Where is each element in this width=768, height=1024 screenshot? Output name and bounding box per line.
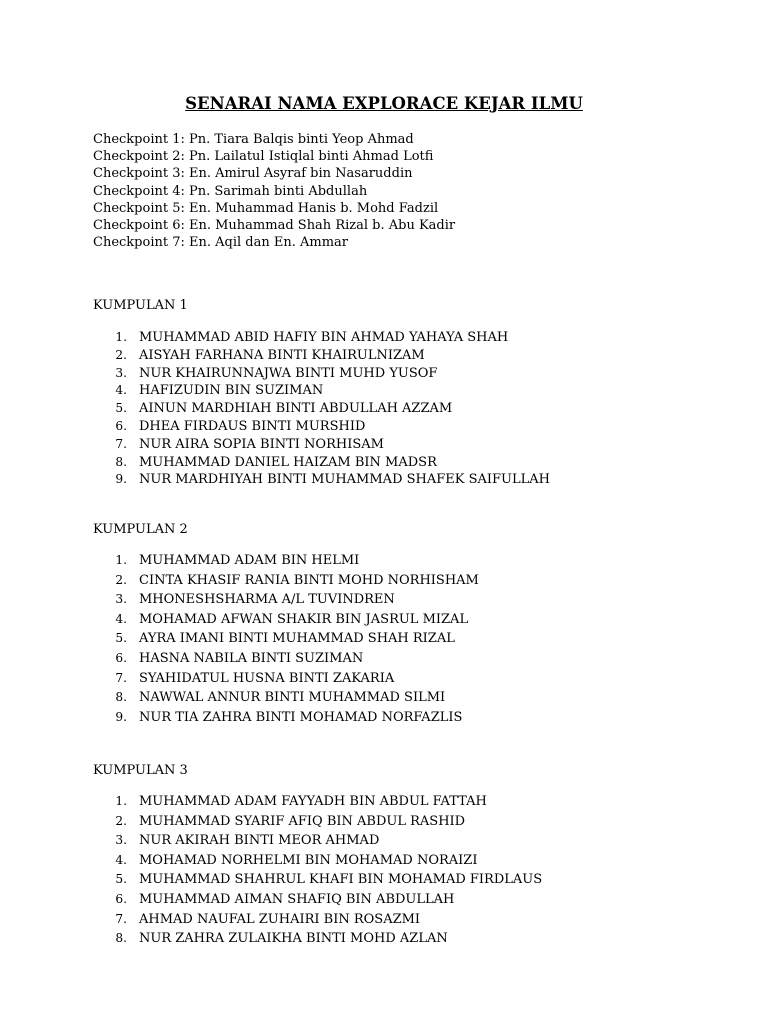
- checkpoint-line: Checkpoint 7: En. Aqil dan En. Ammar: [93, 235, 348, 251]
- list-item: [0, 872, 768, 892]
- group-1-heading: KUMPULAN 1: [93, 298, 188, 313]
- member-name: NAWWAL ANNUR BINTI MUHAMMAD SILMI: [139, 690, 446, 706]
- list-item: [0, 814, 768, 834]
- list-item: [0, 401, 768, 419]
- list-item: [0, 671, 768, 691]
- list-item: [0, 853, 768, 873]
- member-name: NUR ZAHRA ZULAIKHA BINTI MOHD AZLAN: [139, 931, 448, 947]
- item-number: 9.: [115, 472, 127, 487]
- member-name: SYAHIDATUL HUSNA BINTI ZAKARIA: [139, 670, 395, 686]
- member-name: AISYAH FARHANA BINTI KHAIRULNIZAM: [139, 347, 425, 363]
- item-number: 6.: [115, 891, 127, 906]
- list-item: [0, 573, 768, 593]
- item-number: 7.: [115, 670, 127, 685]
- list-item: [0, 651, 768, 671]
- member-name: MUHAMMAD ADAM FAYYADH BIN ABDUL FATTAH: [139, 794, 487, 809]
- group-3-member-list: [0, 794, 768, 951]
- item-number: 5.: [115, 872, 127, 887]
- item-number: 8.: [115, 690, 127, 705]
- item-number: 1.: [115, 794, 127, 808]
- group-1-member-list: [0, 330, 768, 490]
- member-name: AINUN MARDHIAH BINTI ABDULLAH AZZAM: [139, 401, 453, 417]
- checkpoint-line: Checkpoint 5: En. Muhammad Hanis b. Mohd Fadzil: [93, 200, 439, 216]
- item-number: 3.: [115, 365, 127, 380]
- member-name: AYRA IMANI BINTI MUHAMMAD SHAH RIZAL: [139, 631, 455, 647]
- item-number: 8.: [115, 454, 127, 469]
- member-name: HASNA NABILA BINTI SUZIMAN: [139, 650, 364, 666]
- member-name: DHEA FIRDAUS BINTI MURSHID: [139, 418, 366, 434]
- group-2-member-list: [0, 553, 768, 729]
- list-item: [0, 366, 768, 384]
- item-number: 4.: [115, 611, 127, 626]
- item-number: 6.: [115, 650, 127, 665]
- checkpoint-line: Checkpoint 2: Pn. Lailatul Istiqlal binti Ahmad Lotfi: [93, 149, 434, 165]
- list-item: [0, 612, 768, 632]
- item-number: 5.: [115, 401, 127, 416]
- group-3-heading: KUMPULAN 3: [93, 763, 188, 778]
- item-number: 3.: [115, 833, 127, 848]
- member-name: NUR KHAIRUNNAJWA BINTI MUHD YUSOF: [139, 365, 438, 381]
- member-name: MUHAMMAD AIMAN SHAFIQ BIN ABDULLAH: [139, 891, 455, 907]
- item-number: 7.: [115, 911, 127, 926]
- member-name: NUR MARDHIYAH BINTI MUHAMMAD SHAFEK SAIFULLAH: [139, 472, 551, 488]
- list-item: [0, 710, 768, 730]
- list-item: [0, 912, 768, 932]
- list-item: [0, 592, 768, 612]
- document-title: SENARAI NAMA EXPLORACE KEJAR ILMU: [185, 94, 583, 113]
- item-number: 7.: [115, 436, 127, 451]
- list-item: [0, 383, 768, 401]
- checkpoint-line: Checkpoint 1: Pn. Tiara Balqis binti Yeop Ahmad: [93, 132, 414, 147]
- item-number: 3.: [115, 592, 127, 607]
- member-name: MUHAMMAD DANIEL HAIZAM BIN MADSR: [139, 454, 437, 470]
- item-number: 1.: [115, 330, 127, 344]
- checkpoint-line: Checkpoint 3: En. Amirul Asyraf bin Nasaruddin: [93, 166, 413, 182]
- list-item: [0, 631, 768, 651]
- member-name: HAFIZUDIN BIN SUZIMAN: [139, 383, 324, 399]
- member-name: MUHAMMAD SHAHRUL KHAFI BIN MOHAMAD FIRDLAUS: [139, 872, 543, 888]
- member-name: AHMAD NAUFAL ZUHAIRI BIN ROSAZMI: [139, 911, 421, 927]
- item-number: 2.: [115, 347, 127, 362]
- item-number: 9.: [115, 709, 127, 724]
- list-item: [0, 553, 768, 573]
- group-2-heading: KUMPULAN 2: [93, 522, 188, 537]
- checkpoint-line: Checkpoint 4: Pn. Sarimah binti Abdullah: [93, 183, 368, 199]
- item-number: 6.: [115, 418, 127, 433]
- list-item: [0, 794, 768, 814]
- item-number: 2.: [115, 572, 127, 587]
- member-name: MHONESHSHARMA A/L TUVINDREN: [139, 592, 395, 608]
- member-name: MOHAMAD AFWAN SHAKIR BIN JASRUL MIZAL: [139, 611, 469, 627]
- member-name: MUHAMMAD SYARIF AFIQ BIN ABDUL RASHID: [139, 813, 466, 829]
- checkpoint-line: Checkpoint 6: En. Muhammad Shah Rizal b. Abu Kadir: [93, 218, 456, 234]
- item-number: 4.: [115, 852, 127, 867]
- member-name: CINTA KHASIF RANIA BINTI MOHD NORHISHAM: [139, 572, 479, 588]
- member-name: MUHAMMAD ABID HAFIY BIN AHMAD YAHAYA SHAH: [139, 330, 509, 345]
- member-name: NUR AKIRAH BINTI MEOR AHMAD: [139, 833, 380, 849]
- list-item: [0, 833, 768, 853]
- item-number: 8.: [115, 931, 127, 946]
- list-item: [0, 931, 768, 951]
- item-number: 4.: [115, 383, 127, 398]
- item-number: 5.: [115, 631, 127, 646]
- list-item: [0, 455, 768, 473]
- list-item: [0, 892, 768, 912]
- member-name: MUHAMMAD ADAM BIN HELMI: [139, 553, 360, 568]
- checkpoint-list: [93, 131, 455, 251]
- item-number: 2.: [115, 813, 127, 828]
- list-item: [0, 348, 768, 366]
- list-item: [0, 437, 768, 455]
- member-name: MOHAMAD NORHELMI BIN MOHAMAD NORAIZI: [139, 852, 478, 868]
- list-item: [0, 330, 768, 348]
- list-item: [0, 690, 768, 710]
- item-number: 1.: [115, 553, 127, 567]
- member-name: NUR AIRA SOPIA BINTI NORHISAM: [139, 436, 384, 452]
- list-item: [0, 419, 768, 437]
- list-item: [0, 472, 768, 490]
- member-name: NUR TIA ZAHRA BINTI MOHAMAD NORFAZLIS: [139, 709, 463, 725]
